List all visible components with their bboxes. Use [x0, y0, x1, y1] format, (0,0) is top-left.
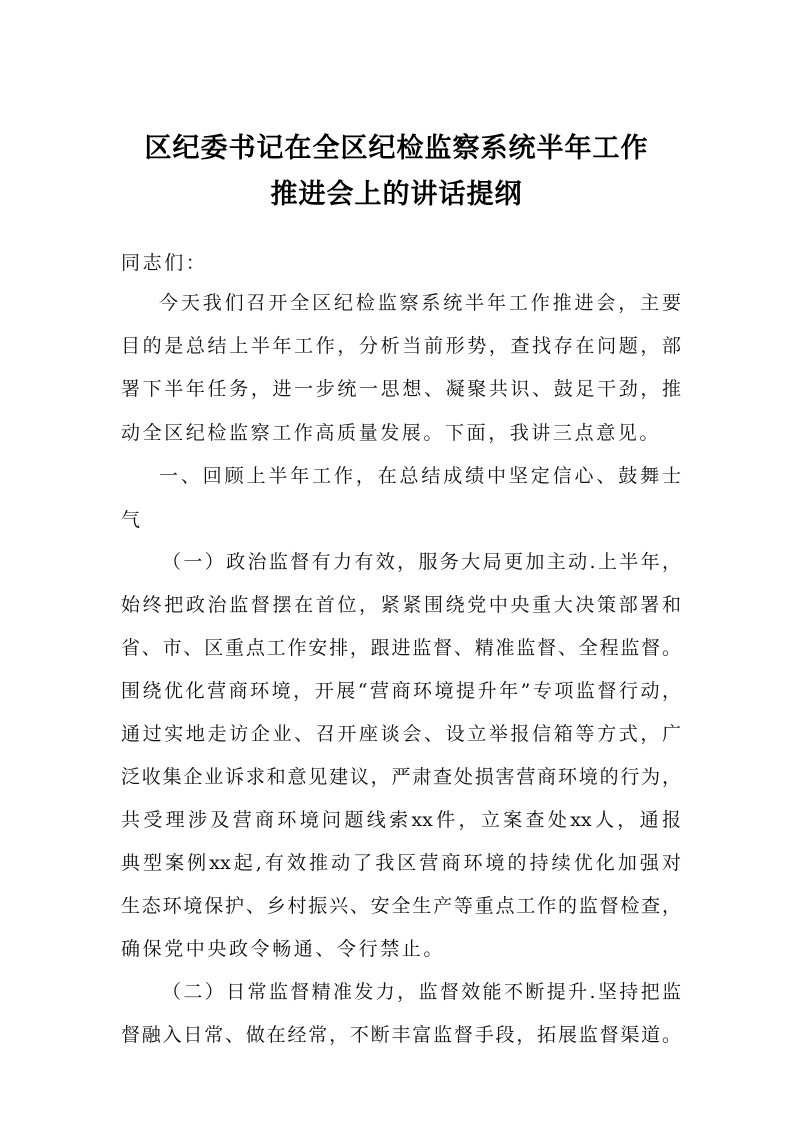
- subsection-heading-line: （二）日常监督精准发力，监督效能不断提升.坚持把监: [162, 981, 681, 1003]
- text-line: 典型案例xx起,有效推动了我区营商环境的持续优化加强对: [121, 852, 681, 874]
- text-line: 目的是总结上半年工作，分析当前形势，查找存在问题，部: [121, 335, 681, 357]
- text-line: 生态环境保护、乡村振兴、安全生产等重点工作的监督检查，: [121, 895, 681, 917]
- text-line: 围绕优化营商环境，开展“营商环境提升年”专项监督行动，: [121, 680, 681, 702]
- text-line: 署下半年任务，进一步统一思想、凝聚共识、鼓足干劲，推: [121, 378, 681, 400]
- section-heading-line: 气: [121, 509, 143, 531]
- text-line: 共受理涉及营商环境问题线索xx件，立案查处xx人，通报: [121, 809, 681, 831]
- subsection-heading-line: （一）政治监督有力有效，服务大局更加主动.上半年，: [162, 551, 681, 573]
- text-line: 省、市、区重点工作安排，跟进监督、精准监督、全程监督。: [121, 637, 681, 659]
- text-line: 泛收集企业诉求和意见建议，严肃查处损害营商环境的行为，: [121, 766, 681, 788]
- text-line: 确保党中央政令畅通、令行禁止。: [121, 938, 446, 960]
- document-title-line-1: 区纪委书记在全区纪检监察系统半年工作: [144, 133, 649, 164]
- text-line: 始终把政治监督摆在首位，紧紧围绕党中央重大决策部署和: [121, 594, 681, 616]
- section-heading-line: 一、回顾上半年工作，在总结成绩中坚定信心、鼓舞士: [159, 465, 681, 487]
- text-line: 动全区纪检监察工作高质量发展。下面，我讲三点意见。: [121, 422, 662, 444]
- salutation: 同志们：: [121, 252, 208, 274]
- document-title-line-2: 推进会上的讲话提纲: [270, 179, 523, 210]
- text-line: 督融入日常、做在经常，不断丰富监督手段，拓展监督渠道。: [121, 1024, 681, 1046]
- text-line: 今天我们召开全区纪检监察系统半年工作推进会，主要: [159, 292, 681, 314]
- text-line: 通过实地走访企业、召开座谈会、设立举报信箱等方式，广: [121, 723, 681, 745]
